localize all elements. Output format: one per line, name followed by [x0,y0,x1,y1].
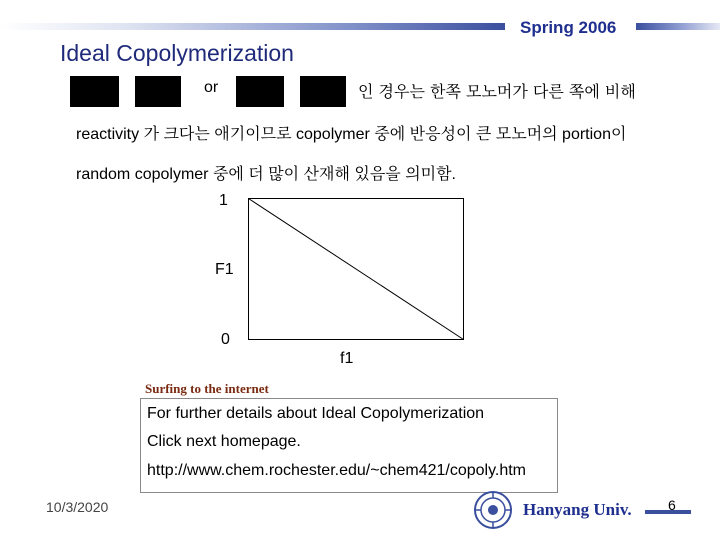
y-tick-bottom: 0 [221,331,230,348]
page-number: 6 [668,497,676,513]
formula-block-3 [236,76,284,107]
body-line-3: random copolymer 중에 더 많이 산재해 있음을 의미함. [76,166,457,183]
body-line-1: 인 경우는 한쪽 모노머가 다른 쪽에 비해 [358,82,636,101]
or-text: or [204,79,219,96]
slide-date: 10/3/2020 [46,499,109,515]
formula-block-1 [70,76,119,107]
university-seal-icon [473,490,513,530]
header-gradient-bar-right [636,23,720,30]
header-gradient-bar [0,23,505,30]
y-tick-top: 1 [219,192,228,209]
formula-block-2 [135,76,181,107]
y-axis-label: F1 [215,261,234,278]
link-box-line-2: Click next homepage. [147,433,301,450]
university-name: Hanyang Univ. [523,500,632,519]
body-line-2: reactivity 가 크다는 애기이므로 copolymer 중에 반응성이 큰 모노머의 portion이 [76,126,627,143]
surfing-heading: Surfing to the internet [145,381,269,396]
formula-block-4 [300,76,346,107]
x-axis-label: f1 [340,350,354,367]
link-box-line-1: For further details about Ideal Copolymerization [147,405,485,422]
homepage-link[interactable]: http://www.chem.rochester.edu/~chem421/copoly.htm [147,462,527,479]
semester-label: Spring 2006 [520,18,617,37]
diagonal-line [249,199,464,340]
slide-title: Ideal Copolymerization [60,40,294,66]
copolymer-composition-plot [248,198,464,340]
